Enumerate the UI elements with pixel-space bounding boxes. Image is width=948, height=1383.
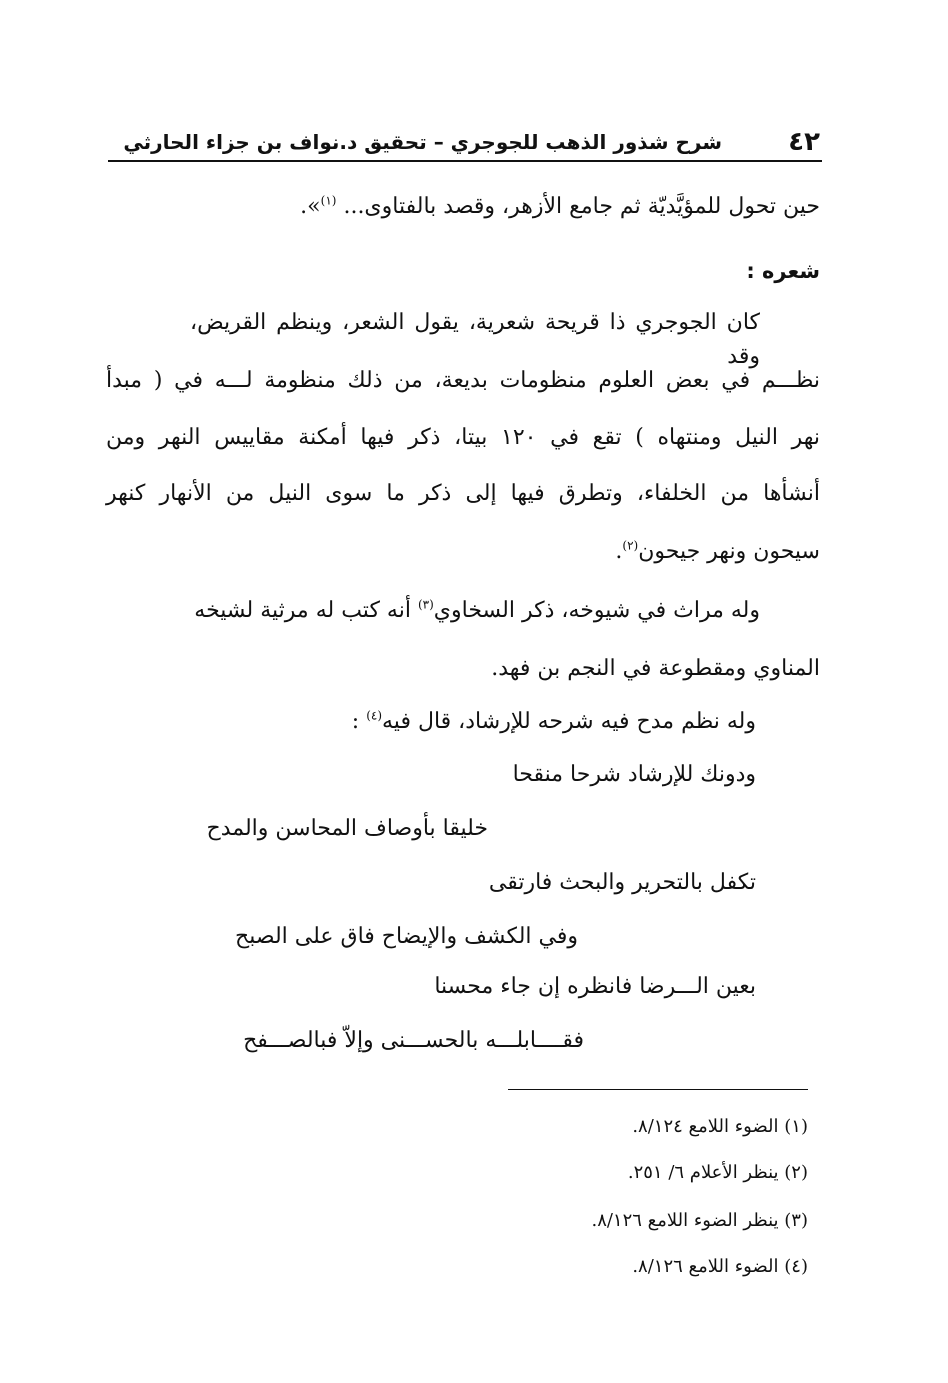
paragraph-1-line-1: كان الجوجري ذا قريحة شعرية، يقول الشعر، وينظم القريض، وقد [190, 310, 760, 369]
page-header [108, 124, 822, 162]
paragraph-2-line-1-a: وله مراث في شيوخه، ذكر السخاوي [433, 598, 760, 623]
poem-verse-1-second-hemistich: خليقا بأوصاف المحاسن والمدح [206, 816, 488, 841]
footnote-ref-2: (٢) [622, 538, 639, 553]
paragraph-1-line-2: نظـــم في بعض العلوم منظومات بديعة، من ذلك منظومة لـــه في ( مبدأ [106, 368, 820, 393]
footnote-ref-1: (١) [320, 193, 337, 208]
poem-verse-2-second-hemistich: وفي الكشف والإيضاح فاق على الصبح [235, 924, 578, 949]
paragraph-1-line-5 [615, 535, 820, 569]
paragraph-1-line-5-end: . [615, 539, 623, 564]
paragraph-3-text: وله نظم مدح فيه شرحه للإرشاد، قال فيه [382, 709, 756, 734]
paragraph-1-line-4: أنشأها من الخلفاء، وتطرق فيها إلى ذكر ما سوى النيل من الأنهار كنهر [106, 481, 820, 506]
footnote-3: (٣) ينظر الضوء اللامع ٨/١٢٦. [591, 1210, 808, 1231]
poem-verse-2-first-hemistich: تكفل بالتحرير والبحث فارتقى [488, 870, 756, 895]
paragraph-2-line-1 [106, 594, 820, 628]
paragraph-2-line-2: المناوي ومقطوعة في النجم بن فهد. [491, 656, 820, 681]
footnote-separator [508, 1089, 808, 1090]
footnote-1: (١) الضوء اللامع ٨/١٢٤. [632, 1116, 808, 1137]
body-line-1-text: حين تحول للمؤيَّديّة ثم جامع الأزهر، وقصد بالفتاوى... [343, 194, 820, 219]
poem-verse-1-first-hemistich: ودونك للإرشاد شرحا منقحا [512, 762, 756, 787]
footnote-4: (٤) الضوء اللامع ٨/١٢٦. [632, 1256, 808, 1277]
footnote-2: (٢) ينظر الأعلام ٦/ ٢٥١. [627, 1162, 808, 1183]
paragraph-3-end: : [351, 709, 367, 734]
page-number: ٤٢ [788, 127, 820, 157]
paragraph-2-line-1-b: أنه كتب له مرثية لشيخه [194, 598, 411, 623]
paragraph-3-line-1 [352, 705, 756, 739]
running-title: شرح شذور الذهب للجوجري – تحقيق د.نواف بن جزاء الحارثي [123, 130, 722, 154]
poem-verse-3-second-hemistich: فقــــابلـــه بالحســـنى وإلاّ فبالصـــفح [243, 1028, 584, 1053]
body-line-1-end: ». [300, 194, 321, 219]
footnote-ref-3: (٣) [417, 597, 434, 612]
footnote-ref-4: (٤) [366, 708, 383, 723]
paragraph-1-line-5-text: سيحون ونهر جيحون [638, 539, 820, 564]
poem-verse-3-first-hemistich: بعين الـــرضا فانظره إن جاء محسنا [434, 974, 756, 999]
section-heading: شعره : [746, 259, 820, 283]
body-line-1 [300, 190, 820, 224]
paragraph-1-line-3: نهر النيل ومنتهاه ) تقع في ١٢٠ بيتا، ذكر فيها أمكنة مقاييس النهر ومن [106, 425, 820, 450]
